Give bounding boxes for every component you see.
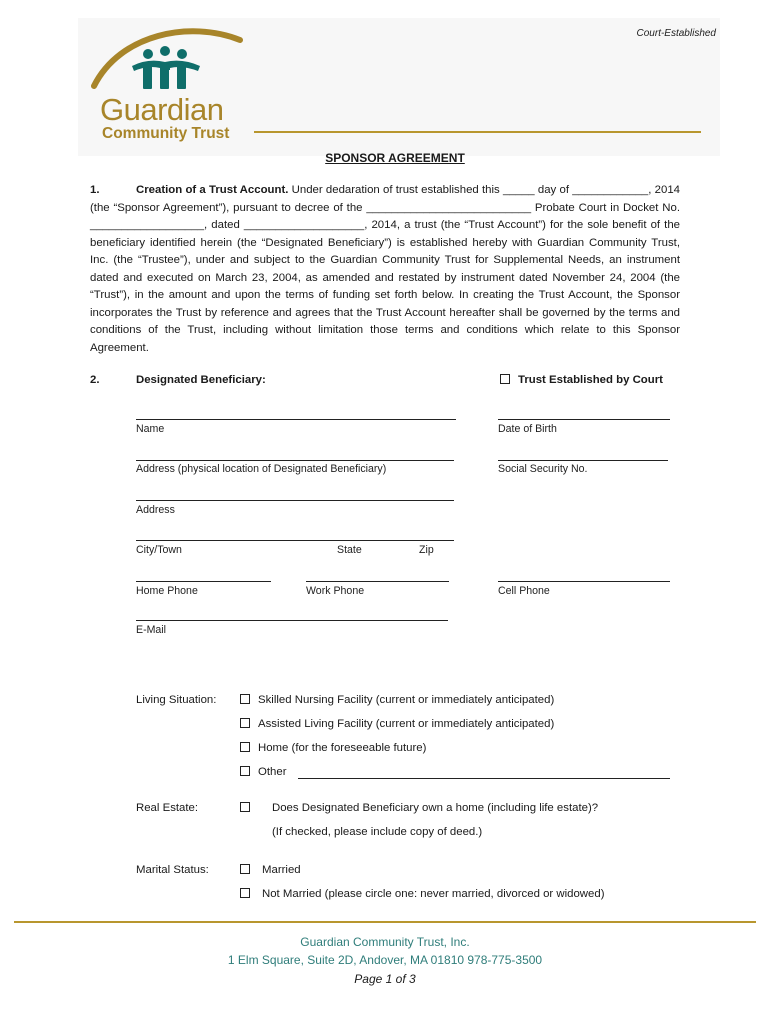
city-label: City/Town bbox=[136, 544, 182, 556]
marital-option-label: Married bbox=[262, 864, 301, 876]
checkbox-icon[interactable] bbox=[240, 864, 250, 874]
checkbox-icon[interactable] bbox=[240, 766, 250, 776]
checkbox-icon[interactable] bbox=[240, 718, 250, 728]
home-phone-line[interactable] bbox=[136, 581, 271, 582]
logo-subtitle: Community Trust bbox=[102, 125, 230, 142]
other-line[interactable] bbox=[298, 778, 670, 779]
section-1 bbox=[90, 182, 680, 357]
real-estate-note: (If checked, please include copy of deed.) bbox=[272, 826, 483, 838]
section-2-number: 2. bbox=[90, 374, 100, 386]
trust-court-checkbox[interactable] bbox=[500, 374, 663, 386]
trust-court-label: Trust Established by Court bbox=[518, 374, 663, 386]
section-2-heading: Designated Beneficiary: bbox=[136, 374, 266, 386]
work-phone-label: Work Phone bbox=[306, 585, 365, 597]
physical-address-line[interactable] bbox=[136, 460, 454, 461]
cell-phone-label: Cell Phone bbox=[498, 585, 550, 597]
name-line[interactable] bbox=[136, 419, 456, 420]
living-situation-label: Living Situation: bbox=[136, 694, 217, 706]
email-line[interactable] bbox=[136, 620, 448, 621]
checkbox-icon[interactable] bbox=[240, 694, 250, 704]
real-estate-label: Real Estate: bbox=[136, 802, 199, 814]
city-state-zip-line[interactable] bbox=[136, 540, 454, 541]
checkbox-icon[interactable] bbox=[240, 888, 250, 898]
work-phone-line[interactable] bbox=[306, 581, 449, 582]
section-1-body: Under dedaration of trust established this _____ day of ____________, 2014 (the “Sponsor Agreement”), pursuant to decree of the __________________________ Probate Court in Docket No. __________________, dated ___________________, 2014, a trust (the “Trust Account”) for the sole benefit of the beneficiary identified herein (the “Designated Beneficiary”) is established hereby with Guardian Community Trust, Inc. (the “Trustee”), under and subject to the Guardian Community Trust for Supplemental Needs, an instrument dated and executed on March 23, 2004, as amended and restated by instrument dated November 24, 2004 (the “Trust”), in the amount and upon the terms of funding set forth below. In creating the Trust Account, the Sponsor incorporates the Trust by reference and agrees that the Trust Account hereafter shall be governed by the terms and conditions of the Trust, including without limitation those terms and conditions which relate to this Sponsor Agreement. bbox=[90, 184, 680, 354]
living-option-label: Home (for the foreseeable future) bbox=[258, 742, 427, 754]
address-label: Address bbox=[136, 504, 175, 516]
ssn-label: Social Security No. bbox=[498, 463, 588, 475]
section-1-heading: Creation of a Trust Account. bbox=[136, 184, 289, 196]
physical-address-label: Address (physical location of Designated Beneficiary) bbox=[136, 463, 387, 475]
state-label: State bbox=[337, 544, 362, 556]
section-1-number: 1. bbox=[90, 184, 100, 196]
dob-label: Date of Birth bbox=[498, 423, 557, 435]
real-estate-checkbox[interactable] bbox=[240, 802, 258, 814]
document-title: SPONSOR AGREEMENT bbox=[325, 151, 465, 165]
checkbox-icon[interactable] bbox=[240, 742, 250, 752]
header-divider bbox=[254, 131, 701, 133]
marital-option-label: Not Married (please circle one: never married, divorced or widowed) bbox=[262, 888, 605, 900]
marital-option[interactable] bbox=[240, 888, 605, 900]
living-option[interactable] bbox=[240, 694, 554, 706]
logo-wordmark: Guardian bbox=[100, 92, 224, 127]
living-option-label: Skilled Nursing Facility (current or immediately anticipated) bbox=[258, 694, 555, 706]
living-option[interactable] bbox=[240, 718, 554, 730]
ssn-line[interactable] bbox=[498, 460, 668, 461]
living-option[interactable] bbox=[240, 742, 426, 754]
checkbox-icon[interactable] bbox=[240, 802, 250, 812]
marital-option[interactable] bbox=[240, 864, 301, 876]
real-estate-question: Does Designated Beneficiary own a home (including life estate)? bbox=[272, 802, 599, 814]
footer-address: 1 Elm Square, Suite 2D, Andover, MA 01810 978-775-3500 bbox=[227, 953, 543, 967]
address-line[interactable] bbox=[136, 500, 454, 501]
page-number: Page 1 of 3 bbox=[354, 972, 416, 986]
court-established-tag: Court-Established bbox=[636, 28, 716, 39]
dob-line[interactable] bbox=[498, 419, 670, 420]
email-label: E-Mail bbox=[136, 624, 167, 636]
home-phone-label: Home Phone bbox=[136, 585, 198, 597]
living-option-label: Other bbox=[258, 766, 287, 778]
checkbox-icon[interactable] bbox=[500, 374, 510, 384]
footer-divider bbox=[14, 921, 756, 923]
zip-label: Zip bbox=[419, 544, 434, 556]
marital-status-label: Marital Status: bbox=[136, 864, 209, 876]
cell-phone-line[interactable] bbox=[498, 581, 670, 582]
footer-org: Guardian Community Trust, Inc. bbox=[300, 935, 470, 949]
name-label: Name bbox=[136, 423, 165, 435]
living-option-label: Assisted Living Facility (current or immediately anticipated) bbox=[258, 718, 555, 730]
living-option-other[interactable] bbox=[240, 766, 287, 778]
